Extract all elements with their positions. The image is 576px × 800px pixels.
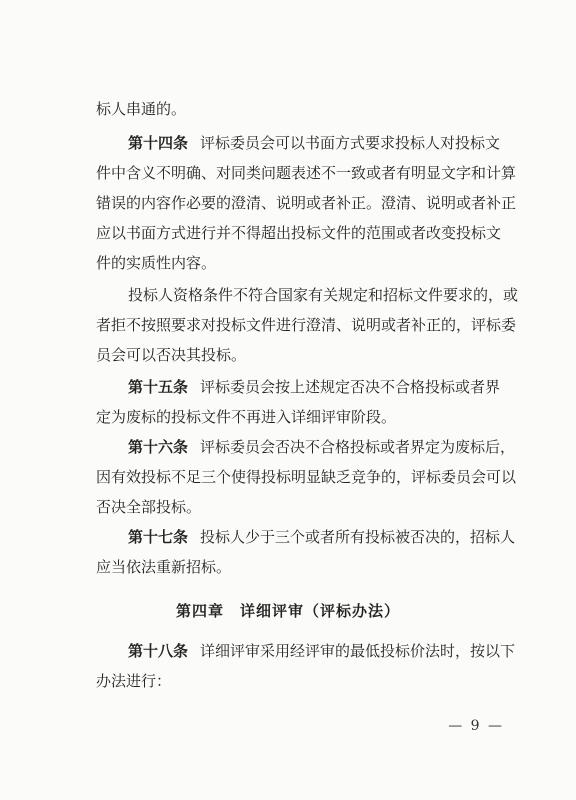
article-number: 第十八条	[128, 642, 189, 660]
paragraph-line: 标人串通的。	[96, 100, 187, 118]
paragraph-line: 因有效投标不足三个使得投标明显缺乏竞争的，评标委员会可以	[96, 468, 517, 486]
article-number: 第十六条	[128, 438, 189, 456]
paragraph-line: 应以书面方式进行并不得超出投标文件的范围或者改变投标文	[96, 224, 502, 242]
paragraph-line: 定为废标的投标文件不再进入详细评审阶段。	[96, 408, 397, 426]
paragraph-line: 件中含义不明确、对同类问题表述不一致或者有明显文字和计算	[96, 164, 517, 182]
article-number: 第十四条	[128, 134, 189, 152]
chapter-heading: 第四章 详细评审（评标办法）	[175, 602, 400, 620]
page-number: — 9 —	[448, 718, 504, 734]
paragraph-line: 错误的内容作必要的澄清、说明或者补正。澄清、说明或者补正	[96, 194, 517, 212]
article-number: 第十五条	[128, 378, 189, 396]
article-16-line: 第十六条 评标委员会否决不合格投标或者界定为废标后，	[128, 438, 516, 456]
paragraph-line: 者拒不按照要求对投标文件进行澄清、说明或者补正的，评标委	[96, 316, 517, 334]
article-number: 第十七条	[128, 528, 189, 546]
article-14-line: 第十四条 评标委员会可以书面方式要求投标人对投标文	[128, 134, 501, 152]
paragraph-line: 投标人资格条件不符合国家有关规定和招标文件要求的，或	[128, 286, 519, 304]
paragraph-line: 否决全部投标。	[96, 498, 202, 516]
paragraph-line: 办法进行：	[96, 672, 172, 690]
article-15-line: 第十五条 评标委员会按上述规定否决不合格投标或者界	[128, 378, 501, 396]
paragraph-line: 员会可以否决其投标。	[96, 346, 247, 364]
paragraph-line: 件的实质性内容。	[96, 254, 217, 272]
paragraph-line: 应当依法重新招标。	[96, 558, 232, 576]
article-18-line: 第十八条 详细评审采用经评审的最低投标价法时，按以下	[128, 642, 516, 660]
article-17-line: 第十七条 投标人少于三个或者所有投标被否决的，招标人	[128, 528, 516, 546]
